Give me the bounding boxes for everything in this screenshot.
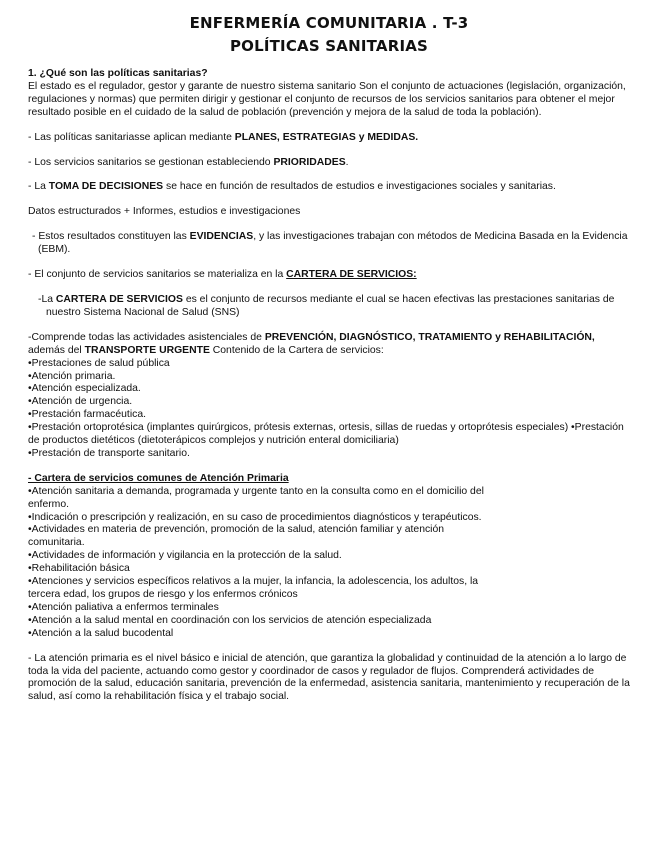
document-title: [28, 12, 630, 58]
text-segment: es el conjunto de recursos mediante el cual se hacen efectivas las prestaciones sanitarias de nuestro Sistema Nacional de Salud (SNS): [46, 293, 615, 318]
bold-segment: PREVENCIÓN, DIAGNÓSTICO, TRATAMIENTO y REHABILITACIÓN,: [264, 331, 595, 343]
paragraph-evidencias: [28, 231, 630, 257]
list-item: •Prestación de transporte sanitario.: [28, 447, 190, 459]
list-item: •Atención primaria.: [28, 370, 116, 382]
list-item: •Indicación o prescripción y realización, en su caso de procedimientos diagnósticos y terapéuticos.: [28, 511, 482, 523]
ap-section-title: - Cartera de servicios comunes de Atención Primaria: [28, 472, 289, 484]
prestaciones-list: [28, 358, 630, 461]
paragraph-politicas: [28, 132, 630, 145]
list-item: •Atención a la salud mental en coordinación con los servicios de atención especializada: [28, 614, 432, 626]
list-item: •Prestación ortoprotésica (implantes quirúrgicos, prótesis externas, ortesis, sillas de ruedas y ortoprótesis especiales) •Prestación de productos dietéticos (dietoterápicos complejos y nutrición enteral domiciliaria): [28, 422, 624, 447]
paragraph-datos: Datos estructurados + Informes, estudios e investigaciones: [28, 206, 301, 218]
bold-segment: CARTERA DE SERVICIOS: [55, 293, 183, 305]
list-item: •Actividades de información y vigilancia en la protección de la salud.: [28, 550, 342, 562]
list-item: •Atención de urgencia.: [28, 396, 133, 408]
text-segment: - Los servicios sanitarios se gestionan estableciendo: [28, 156, 274, 168]
text-segment: - Las políticas sanitariasse aplican mediante: [28, 131, 235, 143]
title-line-2: POLÍTICAS SANITARIAS: [229, 37, 429, 55]
list-item: •Atención a la salud bucodental: [28, 627, 174, 639]
title-line-1: ENFERMERÍA COMUNITARIA . T-3: [189, 14, 469, 32]
text-segment: - La: [28, 181, 49, 193]
question-body: El estado es el regulador, gestor y garante de nuestro sistema sanitario Son el conjunto de actuaciones (legislación, organización, regulaciones y normas) que permiten dirigir y gestionar el conjunto de recursos de los servicios sanitarios para obtener el mejor resultado posible en el cuidado de la salud de población (prevención y mejora de la salud de toda la población).: [28, 80, 626, 118]
bold-segment: TRANSPORTE URGENTE: [84, 344, 210, 356]
bold-segment: PRIORIDADES: [273, 156, 346, 168]
list-item: •Atención sanitaria a demanda, programada y urgente tanto en la consulta como en el domicilio del enfermo.: [28, 485, 484, 510]
list-item: •Prestación farmacéutica.: [28, 409, 146, 421]
paragraph-conjunto: [28, 269, 630, 282]
ap-services-list: [28, 486, 498, 641]
bold-segment: TOMA DE DECISIONES: [48, 181, 164, 193]
paragraph-comprende: [28, 332, 630, 358]
text-segment: - El conjunto de servicios sanitarios se materializa en la: [28, 269, 287, 281]
list-item: •Atenciones y servicios específicos relativos a la mujer, la infancia, la adolescencia, los adultos, la tercera edad, los grupos de riesgo y los enfermos crónicos: [28, 576, 479, 600]
list-item: •Atención especializada.: [28, 383, 141, 395]
paragraph-cartera: [28, 294, 630, 320]
list-item: •Rehabilitación básica: [28, 563, 130, 575]
paragraph-servicios: [28, 157, 630, 170]
bold-segment: PLANES, ESTRATEGIAS y MEDIDAS.: [234, 131, 419, 143]
bold-segment: EVIDENCIAS: [189, 231, 254, 243]
text-segment: además del: [28, 344, 85, 356]
paragraph-final: - La atención primaria es el nivel básico e inicial de atención, que garantiza la globalidad y continuidad de la atención a lo largo de toda la vida del paciente, actuando como gestor y coordinador de casos y regulador de flujos. Comprenderá actividades de promoción de la salud, educación sanitaria, prevención de la enfermedad, asistencia sanitaria, mantenimiento y recuperación de la salud, así como la rehabilitación física y el trabajo social.: [28, 652, 630, 703]
list-item: •Atención paliativa a enfermos terminales: [28, 601, 219, 613]
underlined-segment: CARTERA DE SERVICIOS:: [286, 269, 417, 281]
list-item: •Actividades en materia de prevención, promoción de la salud, atención familiar y atención comunitaria.: [28, 524, 445, 549]
text-segment: se hace en función de resultados de estudios e investigaciones sociales y sanitarias.: [163, 181, 556, 193]
text-segment: , y las investigaciones trabajan con métodos de Medicina Basada en la Evidencia (EBM).: [38, 231, 628, 256]
question-heading: 1. ¿Qué son las políticas sanitarias?: [28, 68, 208, 79]
paragraph-decisiones: [28, 181, 630, 194]
text-segment: -La: [38, 293, 56, 305]
text-segment: - Estos resultados constituyen las: [32, 231, 190, 243]
text-segment: -Comprende todas las actividades asistenciales de: [28, 331, 265, 343]
text-segment: Contenido de la Cartera de servicios:: [209, 344, 384, 356]
list-item: •Prestaciones de salud pública: [28, 357, 170, 369]
text-segment: .: [345, 156, 349, 168]
